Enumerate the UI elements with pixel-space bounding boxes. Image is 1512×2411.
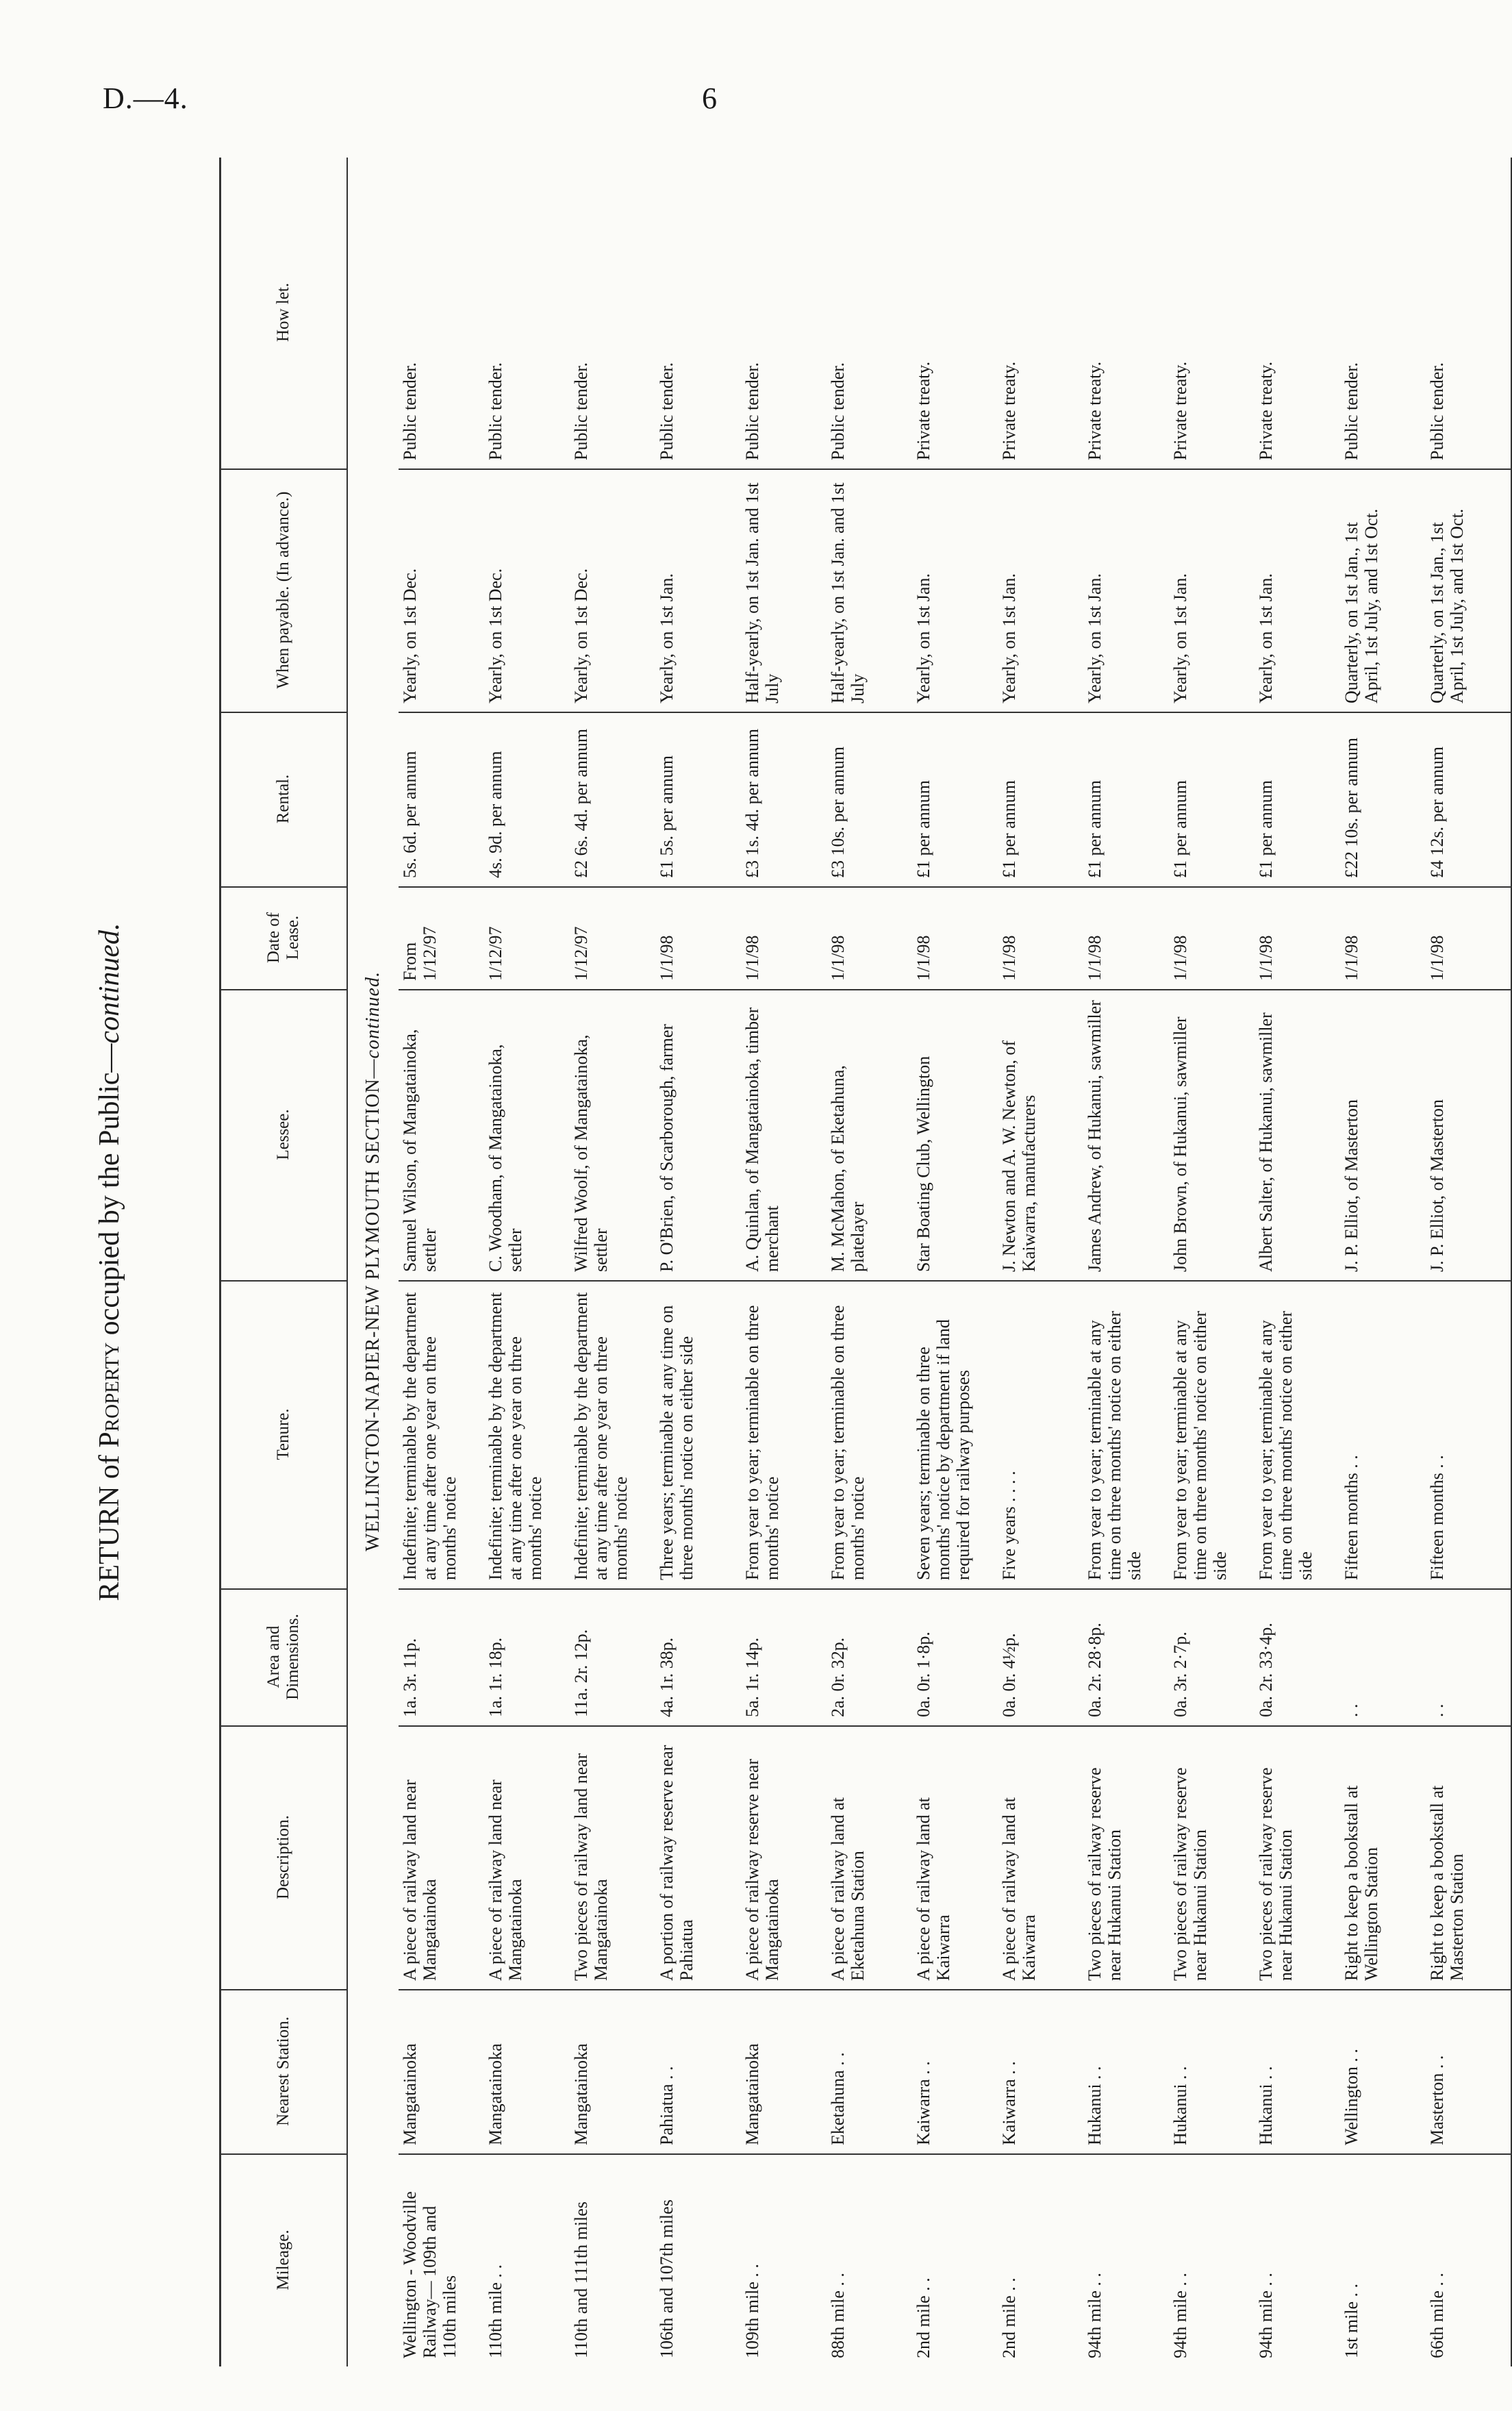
cell-area: 0a. 2r. 28·8p. [1083,1589,1169,1726]
section-title [347,158,399,2366]
cell-payable: Yearly, on 1st Jan. [1083,469,1169,712]
cell-tenure: Indefinite; terminable by the department at any time after one year on three months' notice [399,1281,484,1589]
col-header-lessee: Lessee. [220,990,347,1281]
cell-lessee: John Brown, of Hukanui, sawmiller [1169,990,1255,1281]
col-header-howlet: How let. [220,158,347,469]
cell-area: . . [1426,1589,1511,1726]
cell-description: A piece of railway land at Eketahuna Station [827,1726,912,1990]
cell-station: Mangatainoka [399,1990,484,2154]
cell-howlet: Public tender. [484,158,570,469]
title-prefix: RETURN of [94,1447,125,1601]
cell-lessee: M. McMahon, of Eketahuna, platelayer [827,990,912,1281]
col-header-date: Date of Lease. [220,887,347,990]
cell-tenure: Seven years; terminable on three months' notice by department if land required for railway purposes [912,1281,998,1589]
cell-station: Eketahuna . . [827,1990,912,2154]
cell-area: 0a. 2r. 33·4p. [1255,1589,1340,1726]
title-middle: occupied by the Public— [94,1043,125,1342]
table-row [1255,158,1340,2366]
cell-station: Pahiatua . . [655,1990,741,2154]
section-row [347,158,399,2366]
cell-payable: Half-yearly, on 1st Jan. and 1st July [827,469,912,712]
cell-description: Right to keep a bookstall at Masterton Station [1426,1726,1511,1990]
cell-tenure: Three years; terminable at any time on three months' notice on either side [655,1281,741,1589]
table-row [741,158,827,2366]
cell-rental: £1 per annum [998,712,1083,887]
cell-payable: Yearly, on 1st Dec. [570,469,655,712]
cell-tenure: From year to year; terminable at any time on three months' notice on either side [1169,1281,1255,1589]
cell-date: 1/1/98 [1083,887,1169,990]
cell-payable: Yearly, on 1st Jan. [912,469,998,712]
cell-area: 11a. 2r. 12p. [570,1589,655,1726]
table-body [347,158,1511,2366]
section-name: WELLINGTON-NAPIER-NEW PLYMOUTH SECTION— [362,1058,383,1551]
cell-description: A piece of railway land near Mangatainoka [399,1726,484,1990]
cell-lessee: J. Newton and A. W. Newton, of Kaiwarra, manufacturers [998,990,1083,1281]
cell-howlet: Public tender. [741,158,827,469]
header-row [220,158,347,2366]
cell-lessee: Albert Salter, of Hukanui, sawmiller [1255,990,1340,1281]
cell-lessee: J. P. Elliot, of Masterton [1340,990,1426,1281]
cell-rental: £1 per annum [1169,712,1255,887]
cell-howlet: Public tender. [1340,158,1426,469]
rotated-table-container [86,158,1467,2366]
cell-rental: £2 6s. 4d. per annum [570,712,655,887]
cell-station: Masterton . . [1426,1990,1511,2154]
table-row [399,158,484,2366]
cell-rental: £4 12s. per annum [1426,712,1511,887]
col-header-station: Nearest Station. [220,1990,347,2154]
cell-area: 5a. 1r. 14p. [741,1589,827,1726]
cell-payable: Yearly, on 1st Dec. [399,469,484,712]
cell-description: Two pieces of railway reserve near Hukanui Station [1255,1726,1340,1990]
cell-howlet: Public tender. [1426,158,1511,469]
cell-station: Hukanui . . [1255,1990,1340,2154]
cell-mileage: Wellington - Woodville Railway— 109th and 110th miles [399,2191,459,2358]
table-row [827,158,912,2366]
cell-lessee: Star Boating Club, Wellington [912,990,998,1281]
cell-station: Wellington . . [1340,1990,1426,2154]
cell-area: 0a. 0r. 1·8p. [912,1589,998,1726]
cell-description: A portion of railway reserve near Pahiatua [655,1726,741,1990]
cell-payable: Half-yearly, on 1st Jan. and 1st July [741,469,827,712]
section-continued: continued. [362,971,383,1059]
cell-mileage: 1st mile . . [1341,2283,1361,2358]
cell-payable: Yearly, on 1st Jan. [1169,469,1255,712]
cell-date: 1/1/98 [1340,887,1426,990]
cell-mileage: 106th and 107th miles [656,2199,677,2358]
property-table [219,158,1512,2366]
table-row [998,158,1083,2366]
cell-station: Mangatainoka [570,1990,655,2154]
table-row [570,158,655,2366]
cell-mileage: 88th mile . . [827,2273,848,2358]
cell-rental: £22 10s. per annum [1340,712,1426,887]
cell-lessee: James Andrew, of Hukanui, sawmiller [1083,990,1169,1281]
cell-date: From 1/12/97 [399,887,484,990]
cell-area: 1a. 1r. 18p. [484,1589,570,1726]
cell-howlet: Public tender. [655,158,741,469]
cell-mileage: 110th mile . . [485,2264,505,2358]
cell-rental: £3 10s. per annum [827,712,912,887]
cell-rental: £1 5s. per annum [655,712,741,887]
table-title [86,158,134,2366]
page-number: 6 [702,82,717,115]
cell-tenure: Indefinite; terminable by the department at any time after one year on three months' notice [570,1281,655,1589]
cell-lessee: J. P. Elliot, of Masterton [1426,990,1511,1281]
cell-mileage: 2nd mile . . [913,2277,933,2358]
cell-rental: £1 per annum [1083,712,1169,887]
cell-howlet: Private treaty. [1169,158,1255,469]
cell-area: 2a. 0r. 32p. [827,1589,912,1726]
cell-howlet: Private treaty. [1083,158,1169,469]
cell-description: A piece of railway land at Kaiwarra [998,1726,1083,1990]
cell-mileage: 94th mile . . [1084,2273,1105,2358]
cell-payable: Yearly, on 1st Jan. [1255,469,1340,712]
cell-station: Kaiwarra . . [998,1990,1083,2154]
cell-area: 4a. 1r. 38p. [655,1589,741,1726]
col-header-rental: Rental. [220,712,347,887]
cell-mileage: 94th mile . . [1170,2273,1190,2358]
cell-date: 1/1/98 [655,887,741,990]
cell-rental: 4s. 9d. per annum [484,712,570,887]
title-caps: Property [94,1342,125,1448]
cell-date: 1/1/98 [1169,887,1255,990]
cell-tenure: Fifteen months . . [1426,1281,1511,1589]
cell-description: A piece of railway reserve near Mangatainoka [741,1726,827,1990]
cell-date: 1/1/98 [912,887,998,990]
cell-howlet: Private treaty. [1255,158,1340,469]
cell-mileage: 94th mile . . [1255,2273,1276,2358]
cell-payable: Yearly, on 1st Dec. [484,469,570,712]
cell-area: . . [1340,1589,1426,1726]
cell-payable: Quarterly, on 1st Jan., 1st April, 1st July, and 1st Oct. [1340,469,1426,712]
cell-date: 1/12/97 [570,887,655,990]
cell-date: 1/1/98 [998,887,1083,990]
cell-howlet: Private treaty. [912,158,998,469]
cell-mileage: 66th mile . . [1426,2154,1511,2366]
cell-date: 1/1/98 [1426,887,1511,990]
cell-lessee: C. Woodham, of Mangatainoka, settler [484,990,570,1281]
cell-area: 0a. 0r. 4½p. [998,1589,1083,1726]
col-header-description: Description. [220,1726,347,1990]
table-row [1340,158,1426,2366]
cell-mileage: 2nd mile . . [998,2277,1019,2358]
cell-tenure: Five years . . . . [998,1281,1083,1589]
cell-station: Mangatainoka [741,1990,827,2154]
cell-howlet: Public tender. [827,158,912,469]
table-row [484,158,570,2366]
cell-payable: Yearly, on 1st Jan. [655,469,741,712]
cell-payable: Quarterly, on 1st Jan., 1st April, 1st July, and 1st Oct. [1426,469,1511,712]
cell-rental: £3 1s. 4d. per annum [741,712,827,887]
table-row [1083,158,1169,2366]
col-header-mileage: Mileage. [220,2154,347,2366]
col-header-payable: When payable. (In advance.) [220,469,347,712]
cell-payable: Yearly, on 1st Jan. [998,469,1083,712]
cell-lessee: Wilfred Woolf, of Mangatainoka, settler [570,990,655,1281]
table-row [1426,158,1511,2366]
cell-tenure: Indefinite; terminable by the department at any time after one year on three months' notice [484,1281,570,1589]
cell-station: Mangatainoka [484,1990,570,2154]
cell-howlet: Public tender. [570,158,655,469]
table-row [912,158,998,2366]
cell-tenure: From year to year; terminable at any time on three months' notice on either side [1255,1281,1340,1589]
col-header-area: Area and Dimensions. [220,1589,347,1726]
cell-area: 1a. 3r. 11p. [399,1589,484,1726]
cell-tenure: From year to year; terminable on three months' notice [741,1281,827,1589]
table-row [655,158,741,2366]
cell-station: Hukanui . . [1083,1990,1169,2154]
cell-rental: £1 per annum [912,712,998,887]
cell-description: Right to keep a bookstall at Wellington Station [1340,1726,1426,1990]
cell-date: 1/1/98 [741,887,827,990]
cell-date: 1/1/98 [827,887,912,990]
cell-lessee: A. Quinlan, of Mangatainoka, timber merchant [741,990,827,1281]
cell-howlet: Private treaty. [998,158,1083,469]
cell-mileage: 109th mile . . [742,2264,762,2358]
cell-station: Hukanui . . [1169,1990,1255,2154]
cell-howlet: Public tender. [399,158,484,469]
cell-rental: £1 per annum [1255,712,1340,887]
cell-tenure: Fifteen months . . [1340,1281,1426,1589]
cell-date: 1/12/97 [484,887,570,990]
cell-mileage: 110th and 111th miles [570,2201,591,2358]
cell-lessee: P. O'Brien, of Scarborough, farmer [655,990,741,1281]
cell-station: Kaiwarra . . [912,1990,998,2154]
cell-description: Two pieces of railway land near Mangatainoka [570,1726,655,1990]
cell-description: Two pieces of railway reserve near Hukanui Station [1169,1726,1255,1990]
table-row [1169,158,1255,2366]
cell-tenure: From year to year; terminable on three months' notice [827,1281,912,1589]
cell-description: Two pieces of railway reserve near Hukanui Station [1083,1726,1169,1990]
cell-description: A piece of railway land near Mangatainoka [484,1726,570,1990]
page-header: D.—4. [103,82,188,115]
cell-description: A piece of railway land at Kaiwarra [912,1726,998,1990]
cell-tenure: From year to year; terminable at any time on three months' notice on either side [1083,1281,1169,1589]
cell-rental: 5s. 6d. per annum [399,712,484,887]
cell-date: 1/1/98 [1255,887,1340,990]
cell-area: 0a. 3r. 2·7p. [1169,1589,1255,1726]
col-header-tenure: Tenure. [220,1281,347,1589]
cell-lessee: Samuel Wilson, of Mangatainoka, settler [399,990,484,1281]
title-continued: continued. [94,923,125,1044]
